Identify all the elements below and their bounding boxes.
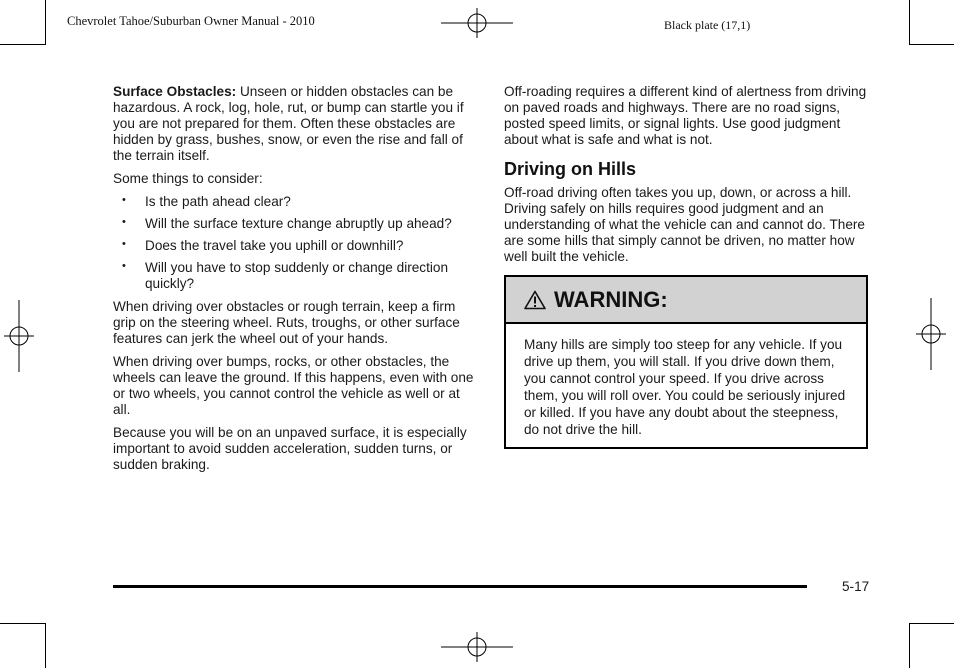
left-column (113, 84, 479, 480)
list-item-text: Is the path ahead clear? (145, 194, 291, 209)
consider-paragraph: Some things to consider: (113, 171, 263, 186)
footer-rule (113, 585, 807, 588)
list-item-text: Will the surface texture change abruptly up ahead? (145, 216, 452, 231)
list-item (113, 238, 479, 254)
crop-mark-tr-v (909, 0, 910, 44)
manual-title: Chevrolet Tahoe/Suburban Owner Manual - 2010 (67, 14, 315, 28)
crop-mark-tl-v (45, 0, 46, 44)
consider-list (113, 194, 479, 292)
right-column (504, 84, 870, 272)
registration-mark-top-icon (441, 8, 513, 38)
crop-mark-bl-h (0, 623, 46, 624)
hills-paragraph: Off-road driving often takes you up, down, or across a hill. Driving safely on hills requires good judgment and an understanding of what the vehicle can and cannot do. There are some hills that simply cannot be driven, no matter how well built the vehicle. (504, 185, 865, 264)
warning-triangle-icon (524, 290, 546, 310)
list-item (113, 194, 479, 210)
crop-mark-br-h (909, 623, 954, 624)
warning-body: Many hills are simply too steep for any vehicle. If you drive up them, you will stall. If you drive down them, you cannot control your speed. If you drive across them, you will roll over. You could be seriously injured or killed. If you have any doubt about the steepness, do not drive the hill. (524, 337, 846, 437)
section-heading-hills: Driving on Hills (504, 159, 637, 179)
crop-mark-bl-v (45, 624, 46, 668)
list-item (113, 260, 479, 292)
bullet-icon: • (122, 216, 126, 228)
list-item (113, 216, 479, 232)
registration-mark-right-icon (916, 298, 946, 370)
crop-mark-tr-h (909, 44, 954, 45)
warning-header (506, 277, 866, 324)
page-number: 5-17 (842, 579, 870, 594)
bullet-icon: • (122, 238, 126, 250)
warning-title: WARNING: (554, 286, 668, 312)
obstacles-text: Unseen or hidden obstacles can be hazardous. A rock, log, hole, rut, or bump can startle you if you are not prepared for them. Often these obstacles are hidden by grass, bushes, snow, or even the rise and fall of the terrain itself. (113, 84, 464, 163)
warning-box (504, 275, 868, 449)
list-item-text: Does the travel take you uphill or downhill? (145, 238, 404, 253)
bullet-icon: • (122, 260, 126, 272)
alertness-paragraph: Off-roading requires a different kind of alertness from driving on paved roads and highways. There are no road signs, posted speed limits, or signal lights. Use good judgment about what is safe and what is not. (504, 84, 867, 147)
grip-paragraph: When driving over obstacles or rough terrain, keep a firm grip on the steering wheel. Ruts, troughs, or other surface features can jerk the wheel out of your hands. (113, 299, 460, 346)
plate-label: Black plate (17,1) (664, 18, 751, 32)
crop-mark-br-v (909, 624, 910, 668)
registration-mark-left-icon (4, 300, 34, 372)
list-item-text: Will you have to stop suddenly or change direction quickly? (145, 260, 449, 291)
bullet-icon: • (122, 194, 126, 206)
crop-mark-tl-h (0, 44, 46, 45)
registration-mark-bottom-icon (441, 632, 513, 662)
bumps-paragraph: When driving over bumps, rocks, or other obstacles, the wheels can leave the ground. If this happens, even with one or two wheels, you cannot control the vehicle as well or at all. (113, 354, 474, 417)
unpaved-paragraph: Because you will be on an unpaved surface, it is especially important to avoid sudden acceleration, sudden turns, or sudden braking. (113, 425, 467, 472)
obstacles-paragraph (113, 84, 479, 164)
obstacles-lead: Surface Obstacles: (113, 84, 237, 99)
